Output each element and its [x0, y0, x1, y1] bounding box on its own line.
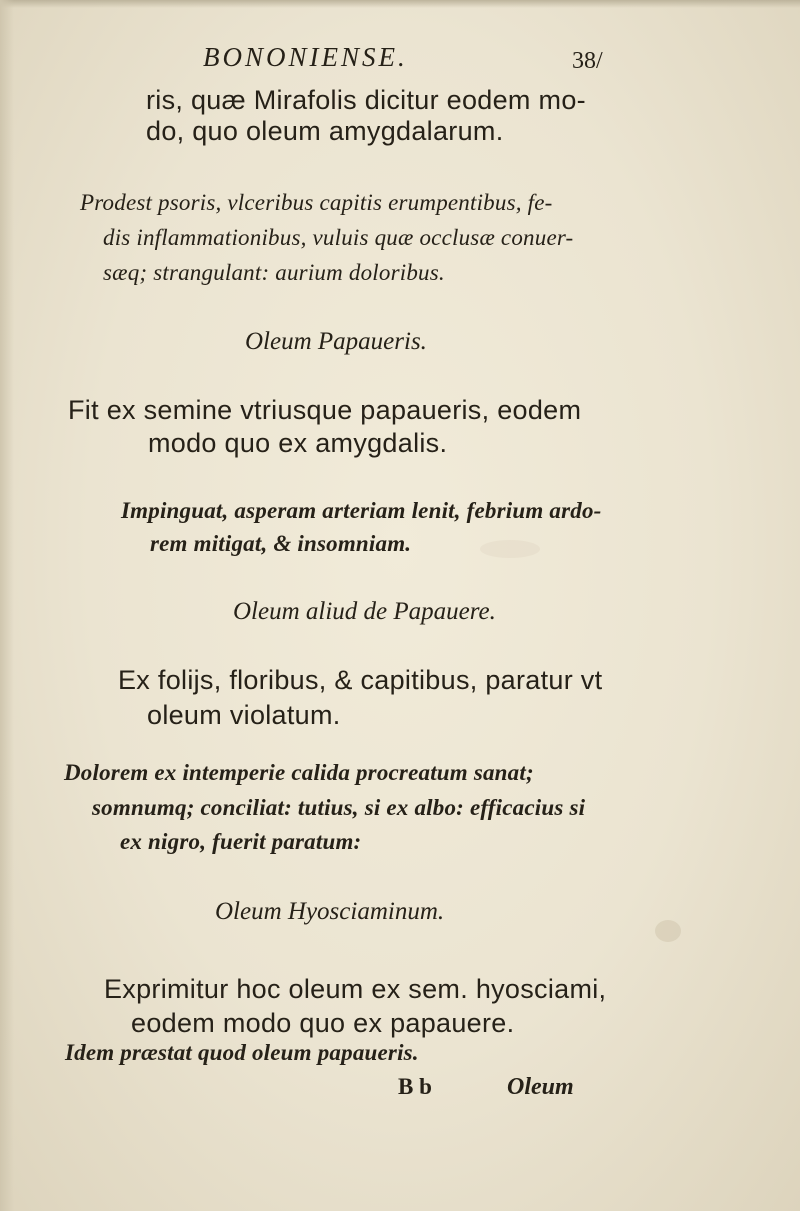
text-line: rem mitigat, & insomniam.	[150, 531, 412, 556]
text-line: dis inflammationibus, vuluis quæ occlusæ conuer-	[103, 225, 574, 250]
section-heading: Oleum Papaueris.	[245, 328, 427, 355]
text-line: Impinguat, asperam arteriam lenit, febrium ardo-	[121, 498, 602, 523]
running-header: BONONIENSE.	[203, 42, 408, 72]
text-line: ex nigro, fuerit paratum:	[120, 829, 362, 854]
text-line: Dolorem ex intemperie calida procreatum sanat;	[64, 760, 534, 785]
text-line: ris, quæ Mirafolis dicitur eodem mo-	[146, 85, 586, 115]
text-line: somnumq; conciliat: tutius, si ex albo: efficacius si	[92, 795, 586, 820]
text-line: sæq; strangulant: aurium doloribus.	[103, 260, 445, 285]
text-line: Ex folijs, floribus, & capitibus, paratur vt	[118, 665, 603, 695]
text-line: oleum violatum.	[147, 700, 341, 730]
section-heading: Oleum Hyosciaminum.	[215, 898, 445, 925]
text-line: modo quo ex amygdalis.	[148, 428, 448, 458]
text-line: Exprimitur hoc oleum ex sem. hyosciami,	[104, 974, 607, 1004]
text-line: Prodest psoris, vlceribus capitis erumpentibus, fe-	[80, 190, 553, 215]
catchword: Oleum	[507, 1074, 574, 1100]
signature-mark: B b	[398, 1074, 432, 1099]
text-line: do, quo oleum amygdalarum.	[146, 116, 504, 146]
paper-stain	[655, 920, 681, 942]
paper-stain	[480, 540, 540, 558]
text-line: Idem præstat quod oleum papaueris.	[65, 1040, 419, 1065]
page-number: 38/	[572, 48, 603, 74]
section-heading: Oleum aliud de Papauere.	[233, 598, 496, 625]
text-line: Fit ex semine vtriusque papaueris, eodem	[68, 395, 582, 425]
text-line: eodem modo quo ex papauere.	[131, 1008, 515, 1038]
page-top-shadow	[0, 0, 800, 8]
page-gutter-shadow	[0, 0, 14, 1211]
